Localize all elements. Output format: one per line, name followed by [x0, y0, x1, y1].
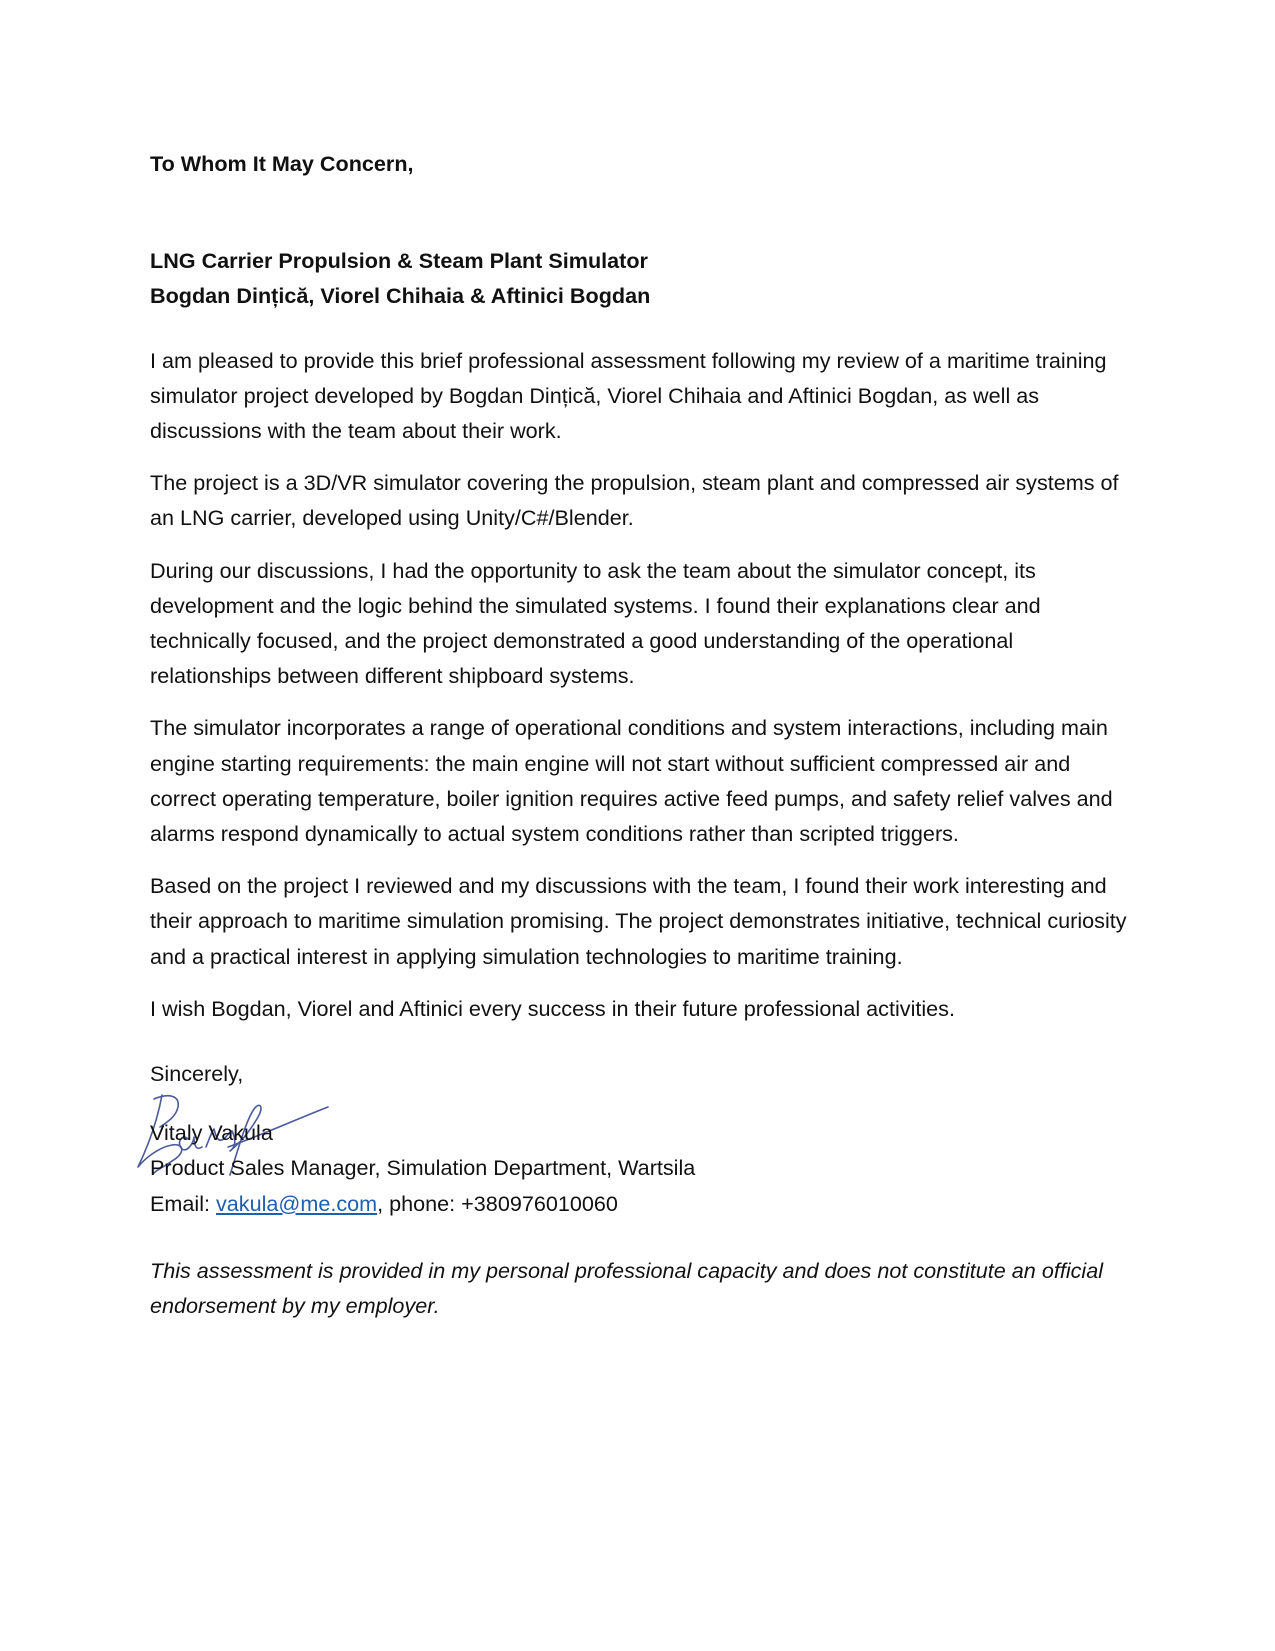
project-title: LNG Carrier Propulsion & Steam Plant Simulator [150, 248, 648, 274]
email-label: Email: [150, 1190, 216, 1216]
letter-body [150, 146, 1140, 1345]
signer-name: Vitaly Vakula [150, 1120, 273, 1146]
project-authors: Bogdan Dințică, Viorel Chihaia & Aftinici Bogdan [150, 283, 651, 309]
paragraph-features: The simulator incorporates a range of operational conditions and system interactions, including main engine starting requirements: the main engine will not start without sufficient compressed air and correct operating temperature, boiler ignition requires active feed pumps, and safety relief valves and alarms respond dynamically to actual system conditions rather than scripted triggers. [150, 715, 1113, 847]
disclaimer: This assessment is provided in my personal professional capacity and does not constitute an official endorsement by my employer. [150, 1257, 1104, 1319]
paragraph-assessment: Based on the project I reviewed and my discussions with the team, I found their work interesting and their approach to maritime simulation promising. The project demonstrates initiative, technical curiosity and a practical interest in applying simulation technologies to maritime training. [150, 873, 1127, 969]
paragraph-wishes: I wish Bogdan, Viorel and Aftinici every success in their future professional activities. [150, 995, 955, 1021]
signer-contact [150, 1186, 1140, 1221]
phone-text: , phone: +380976010060 [377, 1190, 618, 1216]
paragraph-discussions: During our discussions, I had the opportunity to ask the team about the simulator concept, its development and the logic behind the simulated systems. I found their explanations clear and technically focused, and the project demonstrated a good understanding of the operational relationships between different shipboard systems. [150, 557, 1041, 689]
signature-block [150, 1115, 1140, 1221]
signer-title: Product Sales Manager, Simulation Department, Wartsila [150, 1155, 696, 1181]
salutation: To Whom It May Concern, [150, 151, 414, 176]
email-link[interactable]: vakula@me.com [216, 1190, 378, 1216]
paragraph-project: The project is a 3D/VR simulator covering the propulsion, steam plant and compressed air systems of an LNG carrier, developed using Unity/C#/Blender. [150, 470, 1119, 531]
paragraph-intro: I am pleased to provide this brief professional assessment following my review of a maritime training simulator project developed by Bogdan Dințică, Viorel Chihaia and Aftinici Bogdan, as well as discussions with the team about their work. [150, 347, 1107, 444]
closing: Sincerely, [150, 1061, 244, 1087]
